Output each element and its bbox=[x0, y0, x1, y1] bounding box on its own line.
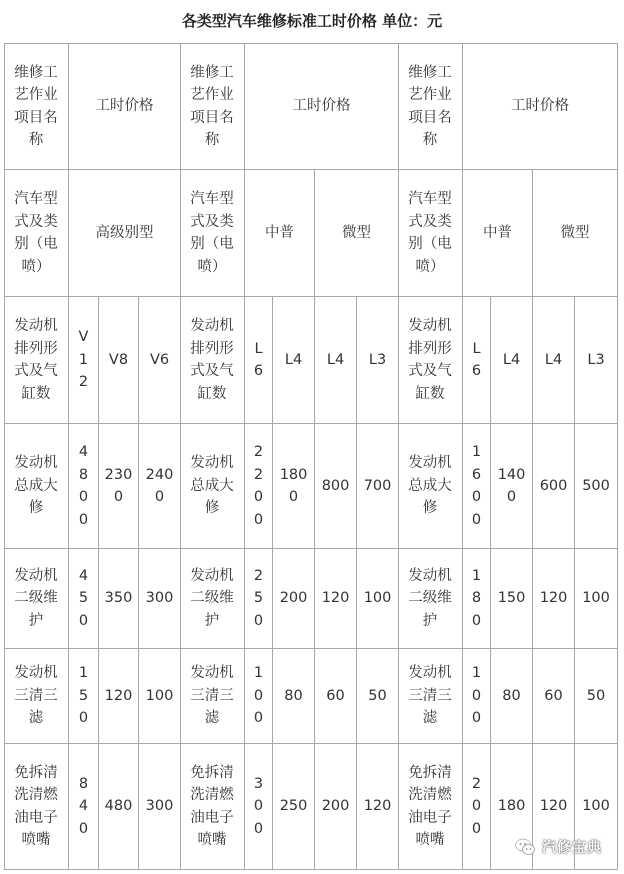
engine-cell: V8 bbox=[99, 297, 139, 424]
item-name-cell: 发动机二级维护 bbox=[5, 549, 69, 649]
page-title: 各类型汽车维修标准工时价格 单位：元 bbox=[181, 12, 443, 30]
wechat-chat-icon bbox=[514, 837, 536, 857]
engine-cell: V6 bbox=[139, 297, 181, 424]
header-mid: 中普 bbox=[463, 170, 533, 297]
price-cell: 1600 bbox=[463, 424, 491, 549]
label-item-name: 维修工艺作业项目名称 bbox=[181, 44, 245, 170]
item-name-cell: 发动机总成大修 bbox=[399, 424, 463, 549]
label-engine-layout: 发动机排列形式及气缸数 bbox=[399, 297, 463, 424]
item-name-cell: 发动机总成大修 bbox=[181, 424, 245, 549]
label-engine-layout: 发动机排列形式及气缸数 bbox=[181, 297, 245, 424]
engine-cell: L4 bbox=[491, 297, 533, 424]
price-cell: 100 bbox=[245, 649, 273, 744]
price-cell: 80 bbox=[273, 649, 315, 744]
item-name-cell: 免拆清洗清燃油电子喷嘴 bbox=[181, 744, 245, 870]
price-cell: 300 bbox=[139, 549, 181, 649]
header-high-grade: 高级别型 bbox=[69, 170, 181, 297]
price-cell: 2400 bbox=[139, 424, 181, 549]
price-cell: 120 bbox=[533, 549, 575, 649]
table-row bbox=[5, 649, 618, 744]
price-cell: 180 bbox=[463, 549, 491, 649]
engine-cell: L6 bbox=[245, 297, 273, 424]
price-cell: 300 bbox=[139, 744, 181, 870]
price-cell: 4800 bbox=[69, 424, 99, 549]
label-vehicle-type: 汽车型式及类别（电喷） bbox=[181, 170, 245, 297]
price-cell: 350 bbox=[99, 549, 139, 649]
price-cell: 300 bbox=[245, 744, 273, 870]
price-cell: 450 bbox=[69, 549, 99, 649]
item-name-cell: 发动机三清三滤 bbox=[399, 649, 463, 744]
price-cell: 200 bbox=[315, 744, 357, 870]
price-cell: 50 bbox=[575, 649, 618, 744]
price-cell: 100 bbox=[463, 649, 491, 744]
labor-price-table bbox=[4, 43, 618, 870]
price-cell: 480 bbox=[99, 744, 139, 870]
price-cell: 120 bbox=[315, 549, 357, 649]
watermark-text: 汽修宝典 bbox=[542, 840, 602, 856]
price-cell: 2200 bbox=[245, 424, 273, 549]
label-item-name: 维修工艺作业项目名称 bbox=[399, 44, 463, 170]
price-cell: 60 bbox=[533, 649, 575, 744]
item-name-cell: 发动机二级维护 bbox=[399, 549, 463, 649]
table-row-vehicle-type bbox=[5, 170, 618, 297]
price-cell: 200 bbox=[463, 744, 491, 870]
item-name-cell: 免拆清洗清燃油电子喷嘴 bbox=[399, 744, 463, 870]
engine-cell: V12 bbox=[69, 297, 99, 424]
header-labor-price: 工时价格 bbox=[463, 44, 618, 170]
price-cell: 80 bbox=[491, 649, 533, 744]
price-cell: 250 bbox=[245, 549, 273, 649]
price-cell: 500 bbox=[575, 424, 618, 549]
price-cell: 180 bbox=[491, 744, 533, 870]
price-cell: 100 bbox=[139, 649, 181, 744]
price-cell: 50 bbox=[357, 649, 399, 744]
header-labor-price: 工时价格 bbox=[69, 44, 181, 170]
price-cell: 800 bbox=[315, 424, 357, 549]
label-vehicle-type: 汽车型式及类别（电喷） bbox=[399, 170, 463, 297]
table-row-header bbox=[5, 44, 618, 170]
engine-cell: L4 bbox=[315, 297, 357, 424]
table-row-engine-layout bbox=[5, 297, 618, 424]
price-cell: 150 bbox=[491, 549, 533, 649]
price-cell: 840 bbox=[69, 744, 99, 870]
label-item-name: 维修工艺作业项目名称 bbox=[5, 44, 69, 170]
price-cell: 1800 bbox=[273, 424, 315, 549]
engine-cell: L3 bbox=[357, 297, 399, 424]
engine-cell: L4 bbox=[273, 297, 315, 424]
table-row bbox=[5, 424, 618, 549]
item-name-cell: 免拆清洗清燃油电子喷嘴 bbox=[5, 744, 69, 870]
price-cell: 600 bbox=[533, 424, 575, 549]
watermark bbox=[514, 836, 602, 858]
engine-cell: L6 bbox=[463, 297, 491, 424]
header-micro: 微型 bbox=[315, 170, 399, 297]
price-cell: 250 bbox=[273, 744, 315, 870]
item-name-cell: 发动机二级维护 bbox=[181, 549, 245, 649]
price-cell: 150 bbox=[69, 649, 99, 744]
header-labor-price: 工时价格 bbox=[245, 44, 399, 170]
item-name-cell: 发动机三清三滤 bbox=[181, 649, 245, 744]
price-cell: 700 bbox=[357, 424, 399, 549]
label-engine-layout: 发动机排列形式及气缸数 bbox=[5, 297, 69, 424]
price-cell: 60 bbox=[315, 649, 357, 744]
price-cell: 2300 bbox=[99, 424, 139, 549]
price-cell: 100 bbox=[357, 549, 399, 649]
header-mid: 中普 bbox=[245, 170, 315, 297]
price-cell: 120 bbox=[357, 744, 399, 870]
price-cell: 120 bbox=[533, 744, 575, 870]
item-name-cell: 发动机三清三滤 bbox=[5, 649, 69, 744]
price-cell: 1400 bbox=[491, 424, 533, 549]
item-name-cell: 发动机总成大修 bbox=[5, 424, 69, 549]
price-cell: 100 bbox=[575, 549, 618, 649]
price-cell: 200 bbox=[273, 549, 315, 649]
price-cell: 100 bbox=[575, 744, 618, 870]
table-row bbox=[5, 549, 618, 649]
label-vehicle-type: 汽车型式及类别（电喷） bbox=[5, 170, 69, 297]
engine-cell: L4 bbox=[533, 297, 575, 424]
engine-cell: L3 bbox=[575, 297, 618, 424]
price-cell: 120 bbox=[99, 649, 139, 744]
header-micro: 微型 bbox=[533, 170, 618, 297]
